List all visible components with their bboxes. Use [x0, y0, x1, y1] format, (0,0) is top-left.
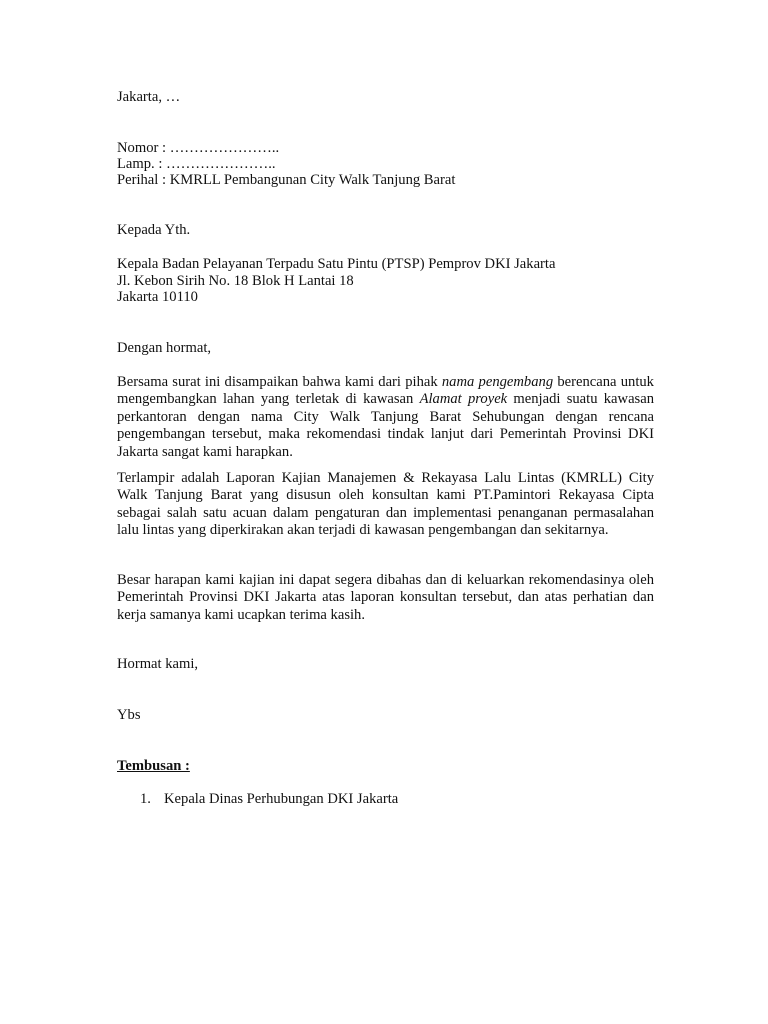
- salutation: Dengan hormat,: [117, 340, 212, 356]
- paragraph-1-part-3: menjadi suatu kawasan perkantoran dengan nama City Walk Tanjung Barat Sehubungan dengan rencana pengembangan tersebut, maka rekomendasi tindak lanjut dari Pemerintah Provinsi DKI Jakarta sangat kami harapkan.: [117, 391, 655, 460]
- paragraph-1-italic-1: nama pengembang: [441, 374, 554, 390]
- list-item-number: 1.: [140, 791, 151, 807]
- paragraph-1-part-2: berencana untuk mengembangkan lahan yang terletak di kawasan: [117, 374, 654, 408]
- paragraph-1-part-1: Bersama surat ini disampaikan bahwa kami dari pihak: [117, 374, 442, 390]
- paragraph-1-italic-2: Alamat proyek: [419, 391, 508, 408]
- place-date: Jakarta, …: [117, 89, 181, 105]
- lamp-line: Lamp. : …………………..: [117, 156, 276, 172]
- kepada-yth: Kepada Yth.: [117, 222, 191, 238]
- signature: Ybs: [117, 707, 141, 723]
- tembusan-heading: Tembusan :: [117, 758, 190, 774]
- paragraph-2: Terlampir adalah Laporan Kajian Manajemen & Rekayasa Lalu Lintas (KMRLL) City Walk Tanjung Barat yang disusun oleh konsultan kami PT.Pamintori Rekayasa Cipta sebagai salah satu acuan dalam pengaturan dan implementasi penanganan permasalahan lalu lintas yang diperkirakan akan terjadi di kawasan pengembangan dan sekitarnya.: [117, 470, 654, 539]
- recipient-line-2: Jl. Kebon Sirih No. 18 Blok H Lantai 18: [117, 273, 354, 289]
- paragraph-1: [117, 374, 654, 461]
- paragraph-3: Besar harapan kami kajian ini dapat segera dibahas dan di keluarkan rekomendasinya oleh Pemerintah Provinsi DKI Jakarta atas laporan konsultan tersebut, dan atas perhatian dan kerja samanya kami ucapkan terima kasih.: [117, 572, 654, 623]
- recipient-line-3: Jakarta 10110: [117, 289, 198, 305]
- tembusan-list-item: [140, 791, 398, 808]
- recipient-line-1: Kepala Badan Pelayanan Terpadu Satu Pintu (PTSP) Pemprov DKI Jakarta: [117, 256, 556, 272]
- closing: Hormat kami,: [117, 656, 199, 672]
- nomor-line: Nomor : …………………..: [117, 140, 280, 156]
- perihal-line: Perihal : KMRLL Pembangunan City Walk Tanjung Barat: [117, 172, 456, 188]
- list-item-text: Kepala Dinas Perhubungan DKI Jakarta: [164, 791, 399, 807]
